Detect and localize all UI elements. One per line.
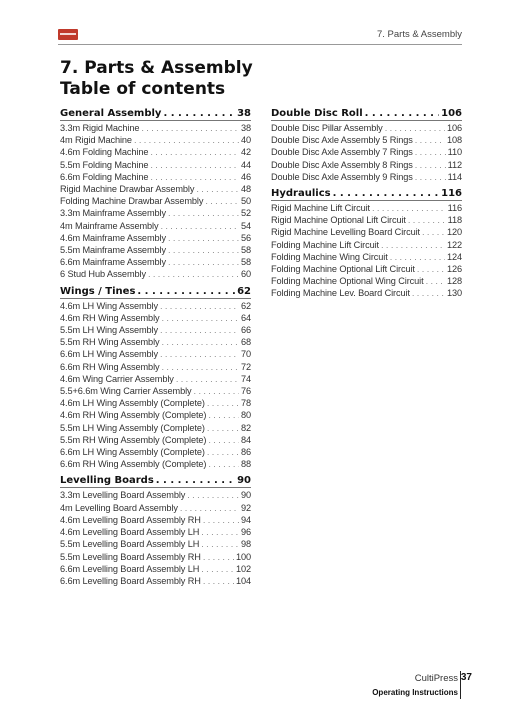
toc-entry-page: 98	[240, 539, 251, 550]
dot-leader	[162, 361, 239, 373]
toc-entry-label: 6.6m Folding Machine	[60, 171, 149, 182]
toc-entry-label: 6 Stud Hub Assembly	[60, 269, 146, 280]
toc-entry[interactable]	[60, 551, 251, 563]
toc-entry[interactable]	[271, 202, 462, 214]
toc-entry-page: 66	[240, 325, 251, 336]
dot-leader	[163, 107, 235, 120]
toc-entry[interactable]	[60, 434, 251, 446]
toc-entry[interactable]	[60, 195, 251, 207]
dot-leader	[201, 526, 239, 538]
toc-entry[interactable]	[271, 122, 462, 134]
page-title	[60, 58, 253, 100]
dot-leader	[160, 324, 239, 336]
toc-section-heading[interactable]	[271, 107, 462, 121]
toc-entry[interactable]	[60, 336, 251, 348]
dot-leader	[196, 183, 239, 195]
toc-entry-label: 5.5m RH Wing Assembly	[60, 337, 160, 348]
dot-leader	[134, 134, 239, 146]
toc-entry-page: 82	[240, 422, 251, 433]
page-number: 37	[460, 672, 472, 683]
toc-entry-label: 6.6m Levelling Board Assembly LH	[60, 563, 200, 574]
toc-entry[interactable]	[60, 146, 251, 158]
dot-leader	[426, 275, 445, 287]
toc-entry-page: 114	[447, 171, 462, 182]
toc-entry-label: 3.3m Rigid Machine	[60, 123, 140, 133]
toc-entry[interactable]	[60, 526, 251, 538]
dot-leader	[150, 171, 239, 183]
toc-entry-label: 5.5m Folding Machine	[60, 159, 149, 170]
footer-subtitle: Operating Instructions	[372, 688, 458, 697]
dot-leader	[207, 422, 239, 434]
toc-entry-label: 6.6m LH Wing Assembly (Complete)	[60, 447, 205, 458]
toc-section	[60, 474, 251, 587]
toc-entry[interactable]	[60, 256, 251, 268]
toc-entry-page: 86	[240, 447, 251, 458]
dot-leader	[141, 122, 239, 134]
dot-leader	[150, 146, 239, 158]
dot-leader	[168, 244, 239, 256]
toc-entry-page: 130	[446, 288, 462, 299]
dot-leader	[408, 214, 446, 226]
toc-entry[interactable]	[60, 373, 251, 385]
toc-entry-page: 92	[240, 502, 251, 513]
section-heading-label: Double Disc Roll	[271, 108, 363, 119]
toc-entry[interactable]	[60, 458, 251, 470]
toc-section-heading[interactable]	[60, 474, 251, 488]
header-divider	[58, 44, 462, 45]
toc-entry[interactable]	[60, 397, 251, 409]
page-title-line2: Table of contents	[60, 79, 226, 99]
dot-leader	[417, 263, 445, 275]
toc-entry-page: 72	[240, 361, 251, 372]
toc-entry-label: 5.5m LH Wing Assembly	[60, 325, 158, 336]
toc-entry-page: 64	[240, 312, 251, 323]
dot-leader	[415, 146, 446, 158]
toc-left-column	[60, 107, 251, 591]
toc-entry[interactable]	[60, 207, 251, 219]
dot-leader	[148, 268, 239, 280]
toc-entry-page: 108	[446, 135, 462, 146]
toc-entry-page: 122	[446, 239, 462, 250]
toc-entry-page: 62	[240, 300, 251, 311]
toc-entry-label: 4m Rigid Machine	[60, 135, 132, 146]
toc-entry[interactable]	[60, 502, 251, 514]
dot-leader	[385, 122, 445, 134]
toc-entry[interactable]	[60, 171, 251, 183]
dot-leader	[415, 134, 445, 146]
toc-entry[interactable]	[271, 214, 462, 226]
toc-entry-label: Folding Machine Drawbar Assembly	[60, 196, 204, 207]
toc-entry-label: 4.6m Levelling Board Assembly LH	[60, 527, 200, 538]
dot-leader	[390, 251, 445, 263]
toc-entry-label: 4.6m LH Wing Assembly (Complete)	[60, 398, 205, 409]
toc-entry-page: 96	[240, 527, 251, 538]
toc-entry[interactable]	[60, 409, 251, 421]
toc-entry[interactable]	[60, 385, 251, 397]
toc-section	[60, 285, 251, 471]
toc-entry[interactable]	[271, 146, 462, 158]
dot-leader	[137, 285, 235, 298]
toc-section	[60, 107, 251, 281]
toc-entry[interactable]	[60, 244, 251, 256]
toc-entry-page: 78	[240, 398, 251, 409]
section-heading-page: 62	[237, 285, 251, 297]
brand-logo-icon	[58, 29, 78, 40]
dot-leader	[208, 409, 239, 421]
toc-entry-page: 90	[240, 490, 251, 501]
toc-entry-label: Folding Machine Wing Circuit	[271, 251, 388, 262]
dot-leader	[207, 397, 239, 409]
toc-entry-page: 104	[235, 575, 251, 586]
toc-entry-page: 106	[446, 123, 462, 133]
toc-entry-label: Double Disc Axle Assembly 9 Rings	[271, 171, 413, 182]
toc-entry-label: 5.5m RH Wing Assembly (Complete)	[60, 434, 207, 445]
toc-entry[interactable]	[60, 183, 251, 195]
toc-entry[interactable]	[271, 226, 462, 238]
toc-entry-label: 4m Mainframe Assembly	[60, 220, 159, 231]
toc-entry[interactable]	[60, 514, 251, 526]
toc-entry-page: 110	[447, 147, 462, 158]
toc-entry-page: 46	[240, 171, 251, 182]
toc-entry-label: Double Disc Axle Assembly 8 Rings	[271, 159, 413, 170]
toc-entry[interactable]	[271, 263, 462, 275]
toc-entry-label: 3.3m Levelling Board Assembly	[60, 490, 186, 501]
toc-entry[interactable]	[60, 232, 251, 244]
toc-entry-label: 4.6m RH Wing Assembly	[60, 312, 160, 323]
dot-leader	[208, 458, 239, 470]
toc-section	[271, 187, 462, 300]
toc-entry-label: 5.5+6.6m Wing Carrier Assembly	[60, 386, 192, 397]
toc-entry-page: 74	[240, 373, 251, 384]
toc-entry[interactable]	[60, 538, 251, 550]
dot-leader	[187, 489, 239, 501]
toc-entry-page: 126	[446, 264, 462, 275]
toc-entry[interactable]	[271, 171, 462, 183]
dot-leader	[160, 348, 239, 360]
toc-entry-page: 58	[240, 257, 251, 268]
dot-leader	[412, 287, 445, 299]
footer-brand: CultiPress	[414, 673, 458, 684]
toc-entry[interactable]	[60, 268, 251, 280]
toc-entry-label: 4.6m Folding Machine	[60, 147, 149, 158]
dot-leader	[381, 239, 445, 251]
toc-entry-page: 76	[240, 386, 251, 397]
toc-entry-page: 38	[240, 123, 251, 133]
section-heading-page: 106	[441, 108, 462, 119]
dot-leader	[201, 563, 234, 575]
dot-leader	[207, 446, 239, 458]
toc-entry-page: 80	[240, 410, 251, 421]
toc-entry-page: 50	[240, 196, 251, 207]
toc-entry[interactable]	[60, 361, 251, 373]
toc-entry[interactable]	[271, 134, 462, 146]
toc-section-heading[interactable]	[271, 187, 462, 201]
dot-leader	[203, 575, 234, 587]
toc-entry-label: 4m Levelling Board Assembly	[60, 502, 178, 513]
header-title: 7. Parts & Assembly	[376, 29, 462, 40]
toc-entry-page: 44	[240, 159, 251, 170]
toc-entry[interactable]	[60, 312, 251, 324]
dot-leader	[160, 300, 239, 312]
toc-entry[interactable]	[271, 159, 462, 171]
toc-section-heading[interactable]	[60, 285, 251, 299]
section-heading-label: General Assembly	[60, 108, 162, 119]
toc-entry[interactable]	[60, 220, 251, 232]
dot-leader	[205, 195, 239, 207]
toc-entry-label: Folding Machine Optional Wing Circuit	[271, 276, 424, 287]
dot-leader	[180, 502, 239, 514]
toc-entry[interactable]	[60, 122, 251, 134]
toc-entry-label: Rigid Machine Optional Lift Circuit	[271, 215, 406, 226]
dot-leader	[176, 373, 239, 385]
toc-entry[interactable]	[60, 348, 251, 360]
section-heading-label: Levelling Boards	[60, 475, 154, 487]
toc-entry[interactable]	[271, 251, 462, 263]
dot-leader	[168, 256, 239, 268]
toc-entry-label: 3.3m Mainframe Assembly	[60, 208, 166, 219]
section-heading-label: Wings / Tines	[60, 285, 136, 297]
dot-leader	[168, 207, 239, 219]
section-heading-page: 38	[237, 108, 251, 119]
toc-entry-page: 102	[235, 563, 251, 574]
dot-leader	[150, 159, 239, 171]
page-title-line1: 7. Parts & Assembly	[60, 58, 253, 78]
toc-entry[interactable]	[60, 489, 251, 501]
dot-leader	[422, 226, 445, 238]
toc-entry-label: Rigid Machine Drawbar Assembly	[60, 184, 195, 195]
toc-entry-label: 6.6m Mainframe Assembly	[60, 257, 166, 268]
toc-entry-label: 4.6m Wing Carrier Assembly	[60, 373, 174, 384]
toc-entry-page: 60	[240, 269, 251, 280]
toc-entry-page: 42	[240, 147, 251, 158]
toc-entry-label: Folding Machine Optional Lift Circuit	[271, 264, 415, 275]
toc-entry[interactable]	[60, 159, 251, 171]
toc-entry[interactable]	[60, 563, 251, 575]
toc-entry-page: 48	[240, 184, 251, 195]
section-heading-label: Hydraulics	[271, 188, 331, 200]
toc-entry[interactable]	[60, 422, 251, 434]
dot-leader	[203, 551, 234, 563]
toc-entry-page: 84	[240, 434, 251, 445]
toc-entry[interactable]	[60, 575, 251, 587]
toc-entry-label: 5.5m Levelling Board Assembly RH	[60, 551, 201, 562]
toc-entry-page: 40	[240, 135, 251, 146]
dot-leader	[160, 220, 238, 232]
toc-right-column	[271, 107, 462, 304]
dot-leader	[168, 232, 239, 244]
toc-entry-label: 6.6m RH Wing Assembly	[60, 361, 160, 372]
toc-entry-page: 116	[447, 203, 462, 214]
section-heading-page: 90	[237, 475, 251, 487]
dot-leader	[372, 202, 446, 214]
toc-entry-label: 4.6m RH Wing Assembly (Complete)	[60, 410, 207, 421]
toc-entry-page: 88	[240, 459, 251, 470]
toc-entry[interactable]	[60, 324, 251, 336]
section-heading-page: 116	[441, 188, 462, 200]
toc-entry-label: 6.6m RH Wing Assembly (Complete)	[60, 459, 207, 470]
dot-leader	[415, 159, 446, 171]
dot-leader	[162, 336, 239, 348]
toc-entry-label: 5.5m Levelling Board Assembly LH	[60, 539, 200, 550]
toc-entry-page: 54	[240, 220, 251, 231]
toc-entry[interactable]	[60, 134, 251, 146]
dot-leader	[333, 187, 440, 200]
toc-entry-page: 52	[240, 208, 251, 219]
dot-leader	[203, 514, 239, 526]
toc-entry-label: Double Disc Axle Assembly 7 Rings	[271, 147, 413, 158]
dot-leader	[201, 538, 239, 550]
toc-entry-label: 6.6m Levelling Board Assembly RH	[60, 575, 201, 586]
toc-entry-label: 5.5m LH Wing Assembly (Complete)	[60, 422, 205, 433]
toc-entry-page: 112	[447, 159, 462, 170]
dot-leader	[162, 312, 239, 324]
toc-entry-label: 4.6m LH Wing Assembly	[60, 300, 158, 311]
toc-entry-page: 118	[447, 215, 462, 226]
toc-entry-page: 68	[240, 337, 251, 348]
dot-leader	[208, 434, 239, 446]
toc-entry-page: 94	[240, 514, 251, 525]
toc-entry-page: 124	[446, 251, 462, 262]
toc-entry-page: 128	[446, 276, 462, 287]
toc-entry-label: Double Disc Pillar Assembly	[271, 123, 383, 133]
toc-entry-label: Folding Machine Lift Circuit	[271, 239, 380, 250]
toc-entry-page: 56	[240, 232, 251, 243]
toc-entry-label: Rigid Machine Levelling Board Circuit	[271, 227, 420, 238]
dot-leader	[194, 385, 239, 397]
toc-entry-page: 120	[446, 227, 462, 238]
toc-entry-label: 5.5m Mainframe Assembly	[60, 245, 166, 256]
dot-leader	[156, 474, 235, 487]
toc-entry-page: 70	[240, 349, 251, 360]
toc-entry-label: 6.6m LH Wing Assembly	[60, 349, 158, 360]
toc-entry-label: Rigid Machine Lift Circuit	[271, 203, 371, 214]
toc-entry-page: 100	[235, 551, 251, 562]
toc-entry-label: 4.6m Mainframe Assembly	[60, 232, 166, 243]
toc-entry[interactable]	[60, 300, 251, 312]
toc-entry[interactable]	[271, 275, 462, 287]
toc-entry[interactable]	[271, 287, 462, 299]
toc-section	[271, 107, 462, 183]
toc-entry[interactable]	[60, 446, 251, 458]
toc-entry-page: 58	[240, 245, 251, 256]
toc-entry-label: Double Disc Axle Assembly 5 Rings	[271, 135, 413, 146]
toc-section-heading[interactable]	[60, 107, 251, 121]
dot-leader	[415, 171, 446, 183]
toc-entry-label: Folding Machine Lev. Board Circuit	[271, 288, 410, 299]
toc-entry-label: 4.6m Levelling Board Assembly RH	[60, 514, 201, 525]
toc-entry[interactable]	[271, 239, 462, 251]
dot-leader	[365, 107, 439, 120]
